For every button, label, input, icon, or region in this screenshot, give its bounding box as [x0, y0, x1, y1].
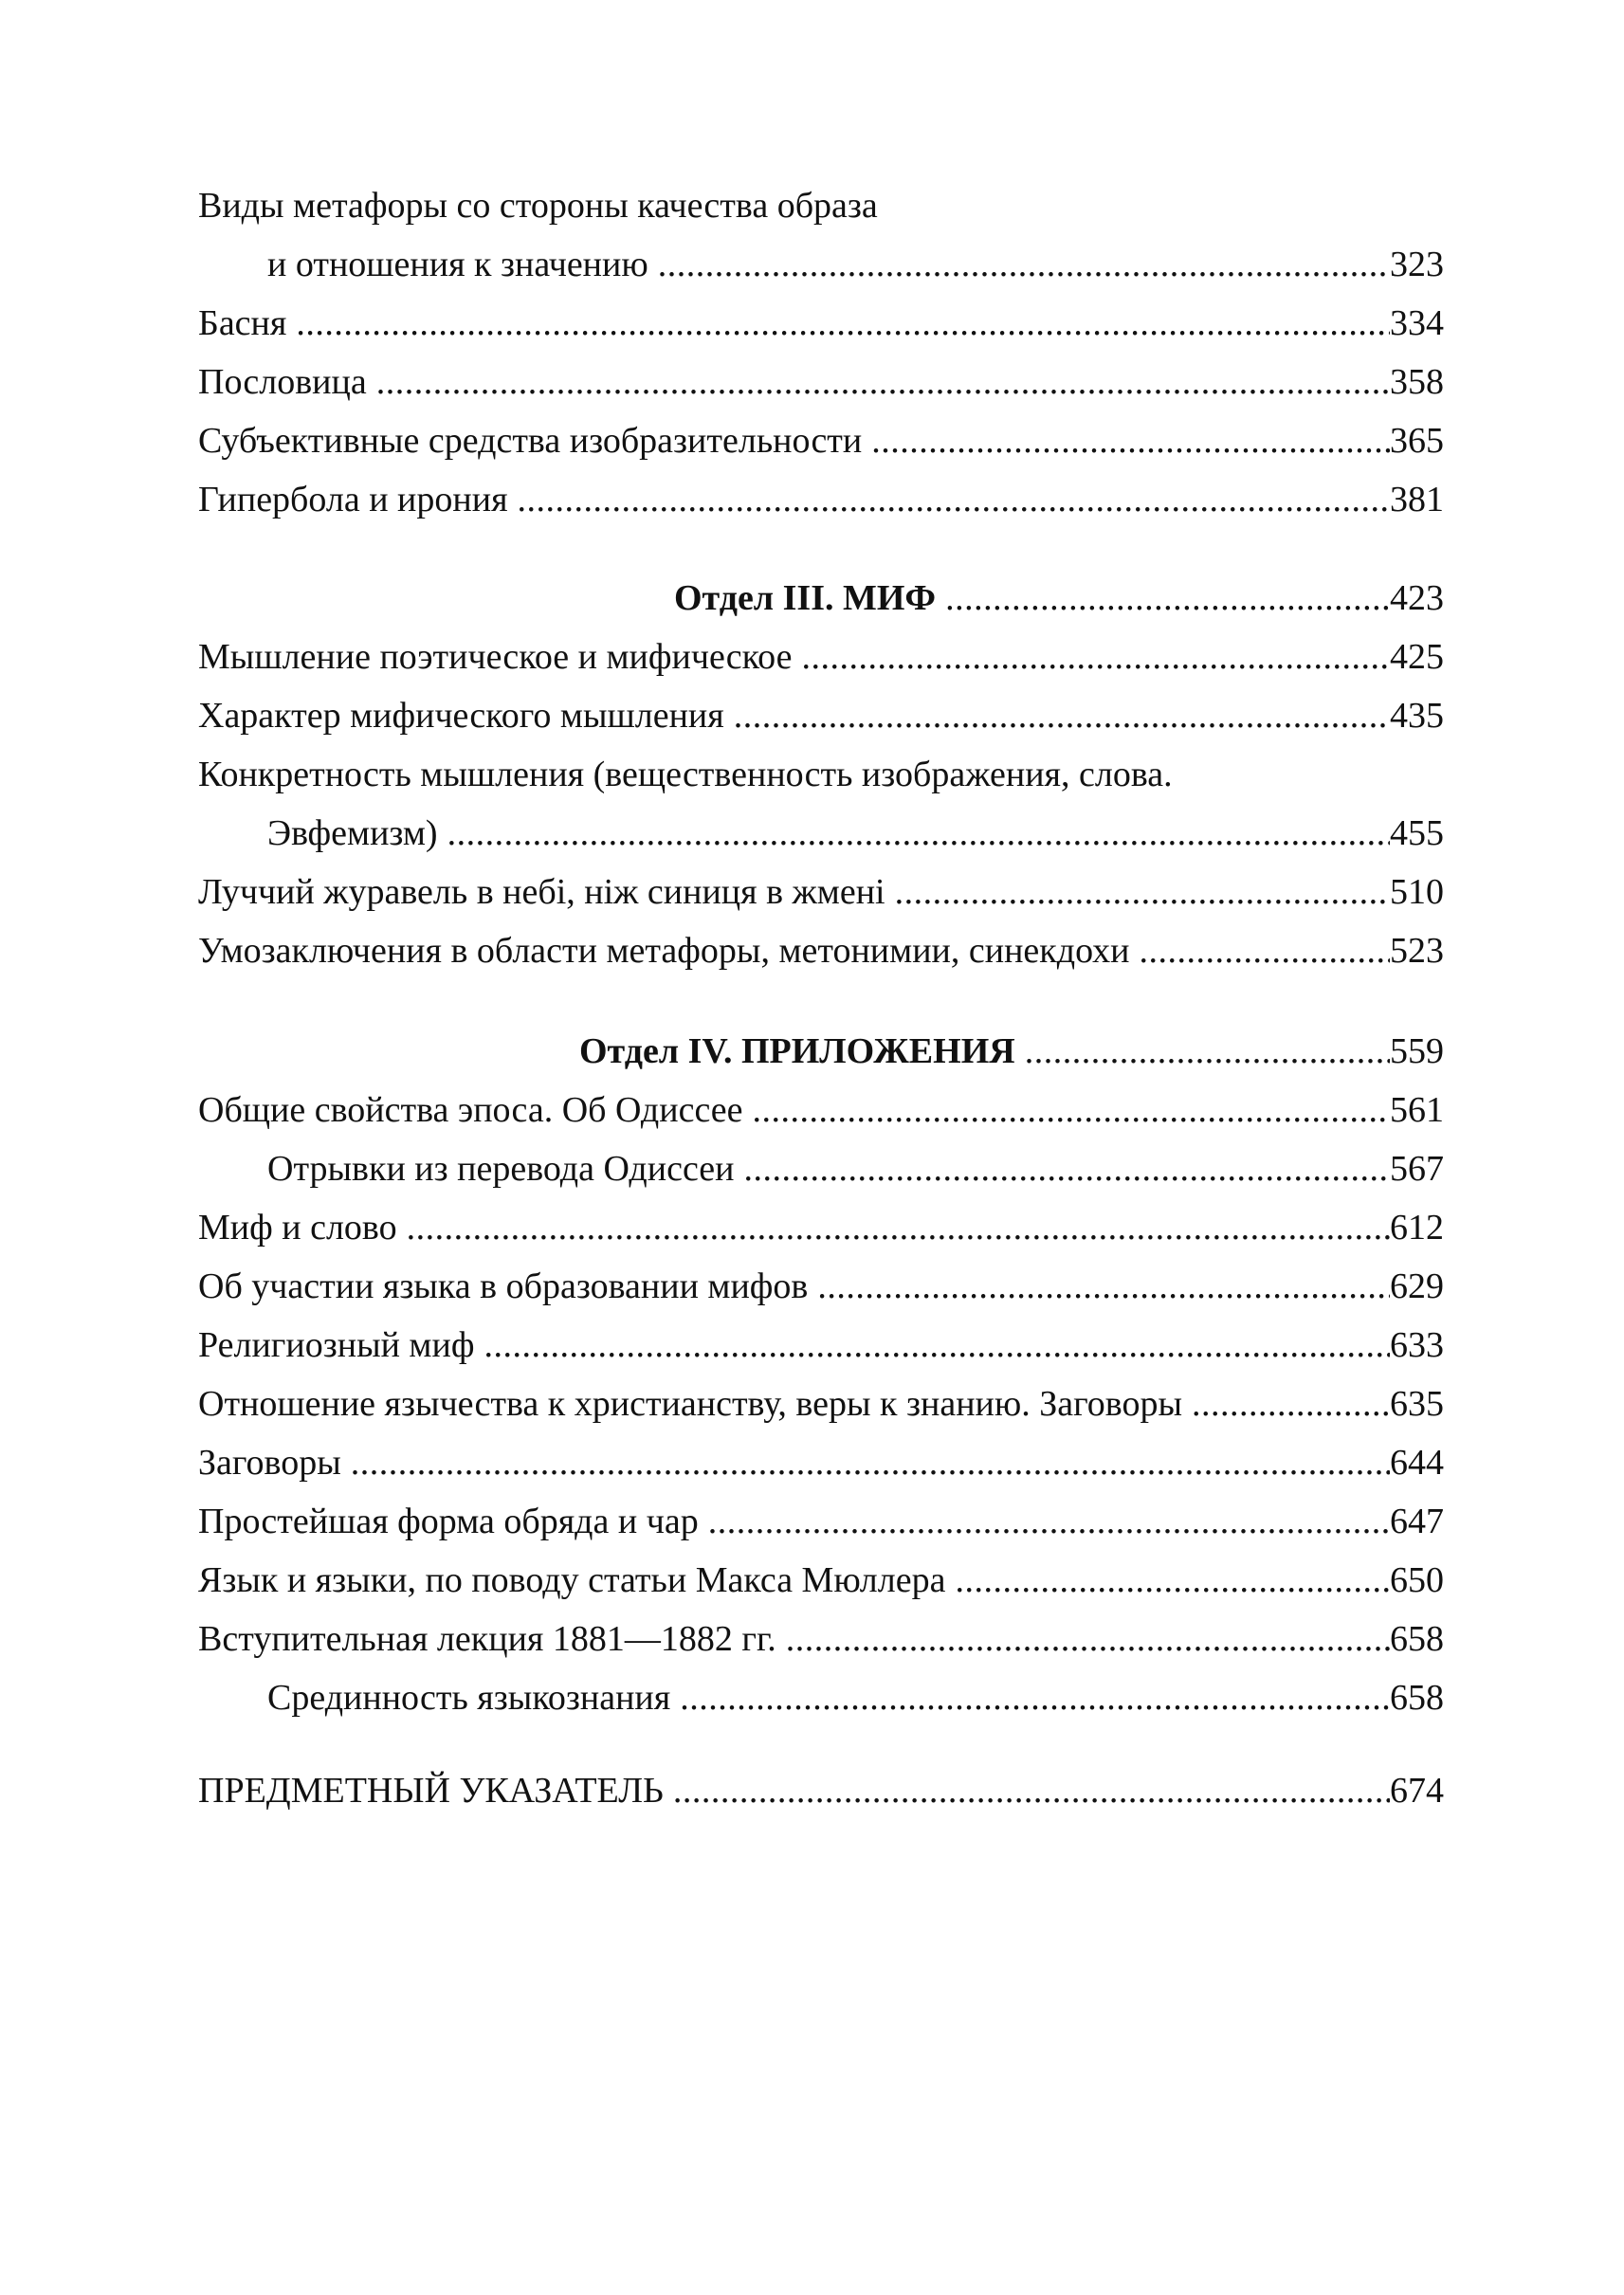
- toc-page-number: 358: [1390, 362, 1444, 402]
- toc-page-number: 455: [1390, 813, 1444, 853]
- toc-entry-epos: [198, 1081, 1444, 1139]
- dot-leader: [341, 1433, 1390, 1492]
- toc-entry-poslovitsa: [198, 353, 1444, 411]
- toc-entry-language-myths: [198, 1257, 1444, 1316]
- toc-entry-title-line2: Эвфемизм): [267, 813, 438, 853]
- section-spacer: [198, 980, 1444, 1022]
- dot-leader: [474, 1316, 1390, 1375]
- toc-entry-title: Субъективные средства изобразительности: [198, 421, 863, 461]
- dot-leader: [648, 235, 1390, 294]
- toc-section-3-heading: [674, 569, 1444, 628]
- toc-page-number: 633: [1390, 1325, 1444, 1365]
- toc-entry-title: Об участии языка в образовании мифов: [198, 1266, 809, 1306]
- toc-page-number: 334: [1390, 303, 1444, 343]
- toc-page-number: 510: [1390, 872, 1444, 912]
- toc-entry-basnya: [198, 294, 1444, 353]
- toc-entry-title: Религиозный миф: [198, 1325, 475, 1365]
- toc-entry-subjective-means: [198, 411, 1444, 470]
- dot-leader: [508, 470, 1390, 529]
- toc-page-number: 658: [1390, 1619, 1444, 1659]
- table-of-contents: [198, 176, 1444, 1820]
- toc-entry-title-line2: и отношения к значению: [267, 245, 648, 284]
- toc-entry-muller: [198, 1551, 1444, 1610]
- toc-page-number: 567: [1390, 1149, 1444, 1189]
- dot-leader: [743, 1081, 1390, 1139]
- toc-entry-metaphor-types: [198, 176, 1444, 235]
- toc-entry-title: Заговоры: [198, 1443, 341, 1483]
- dot-leader: [936, 569, 1390, 628]
- toc-entry-title-line1: Конкретность мышления (вещественность изображения, слова.: [198, 755, 1173, 794]
- dot-leader: [397, 1198, 1390, 1257]
- dot-leader: [367, 353, 1390, 411]
- toc-entry-concreteness-cont: [198, 804, 1444, 863]
- toc-entry-crane: [198, 863, 1444, 921]
- toc-entry-odyssey-excerpts: [198, 1139, 1444, 1198]
- dot-leader: [438, 804, 1390, 863]
- toc-entry-title: Отрывки из перевода Одиссеи: [267, 1149, 735, 1189]
- section-title: Отдел III. МИФ: [674, 578, 937, 618]
- toc-entry-title: Вступительная лекция 1881—1882 гг.: [198, 1619, 776, 1659]
- toc-entry-thinking: [198, 628, 1444, 686]
- dot-leader: [792, 628, 1390, 686]
- toc-page-number: 423: [1390, 578, 1444, 618]
- dot-leader: [885, 863, 1390, 921]
- toc-page-number: 523: [1390, 931, 1444, 971]
- toc-entry-title: Язык и языки, по поводу статьи Макса Мюллера: [198, 1560, 946, 1600]
- toc-entry-linguistics: [198, 1668, 1444, 1727]
- toc-entry-title: Простейшая форма обряда и чар: [198, 1502, 699, 1541]
- toc-section-4-heading: [579, 1022, 1444, 1081]
- toc-page-number: 612: [1390, 1208, 1444, 1248]
- dot-leader: [286, 294, 1390, 353]
- toc-page-number: 629: [1390, 1266, 1444, 1306]
- toc-entry-title: Срединность языкознания: [267, 1678, 671, 1718]
- toc-page-number: 658: [1390, 1678, 1444, 1718]
- toc-entry-paganism: [198, 1375, 1444, 1433]
- toc-entry-title: Характер мифического мышления: [198, 696, 724, 736]
- dot-leader: [670, 1668, 1390, 1727]
- toc-entry-rite-form: [198, 1492, 1444, 1551]
- toc-page-number: 381: [1390, 480, 1444, 519]
- toc-entry-metaphor-types-cont: [198, 235, 1444, 294]
- dot-leader: [1129, 921, 1390, 980]
- toc-page-number: 365: [1390, 421, 1444, 461]
- toc-entry-title: Гипербола и ирония: [198, 480, 508, 519]
- toc-page-number: 674: [1390, 1771, 1444, 1811]
- toc-entry-title: Мышление поэтическое и мифическое: [198, 637, 793, 677]
- toc-entry-lecture: [198, 1610, 1444, 1668]
- toc-entry-inferences: [198, 921, 1444, 980]
- toc-page-number: 644: [1390, 1443, 1444, 1483]
- toc-page-number: 425: [1390, 637, 1444, 677]
- section-title: Отдел IV. ПРИЛОЖЕНИЯ: [579, 1031, 1015, 1071]
- toc-page-number: 647: [1390, 1502, 1444, 1541]
- dot-leader: [735, 1139, 1391, 1198]
- section-spacer: [198, 529, 1444, 569]
- toc-entry-title: Пословица: [198, 362, 367, 402]
- toc-entry-title: Миф и слово: [198, 1208, 397, 1248]
- toc-page-number: 635: [1390, 1384, 1444, 1424]
- dot-leader: [808, 1257, 1390, 1316]
- dot-leader: [862, 411, 1390, 470]
- toc-page-number: 650: [1390, 1560, 1444, 1600]
- toc-entry-hyperbole: [198, 470, 1444, 529]
- toc-page-number: 323: [1390, 245, 1444, 284]
- toc-entry-title-line1: Виды метафоры со стороны качества образа: [198, 186, 878, 226]
- toc-entry-title: Общие свойства эпоса. Об Одиссее: [198, 1090, 743, 1130]
- toc-entry-myth-word: [198, 1198, 1444, 1257]
- toc-entry-concreteness: [198, 745, 1444, 804]
- toc-page-number: 559: [1390, 1031, 1444, 1071]
- dot-leader: [776, 1610, 1390, 1668]
- toc-entry-title: Умозаключения в области метафоры, метонимии, синекдохи: [198, 931, 1130, 971]
- dot-leader: [664, 1761, 1390, 1820]
- toc-entry-title: Отношение язычества к христианству, веры к знанию. Заговоры: [198, 1384, 1183, 1424]
- toc-entry-title: Басня: [198, 303, 287, 343]
- dot-leader: [724, 686, 1390, 745]
- dot-leader: [699, 1492, 1390, 1551]
- toc-page-number: 435: [1390, 696, 1444, 736]
- toc-entry-title: ПРЕДМЕТНЫЙ УКАЗАТЕЛЬ: [198, 1771, 664, 1811]
- dot-leader: [1182, 1375, 1390, 1433]
- toc-entry-title: Луччий журавель в небі, ніж синиця в жмені: [198, 872, 885, 912]
- section-spacer: [198, 1727, 1444, 1761]
- dot-leader: [1015, 1022, 1390, 1081]
- toc-entry-charms: [198, 1433, 1444, 1492]
- toc-page-number: 561: [1390, 1090, 1444, 1130]
- toc-entry-character: [198, 686, 1444, 745]
- dot-leader: [945, 1551, 1390, 1610]
- toc-entry-subject-index: [198, 1761, 1444, 1820]
- toc-entry-religious-myth: [198, 1316, 1444, 1375]
